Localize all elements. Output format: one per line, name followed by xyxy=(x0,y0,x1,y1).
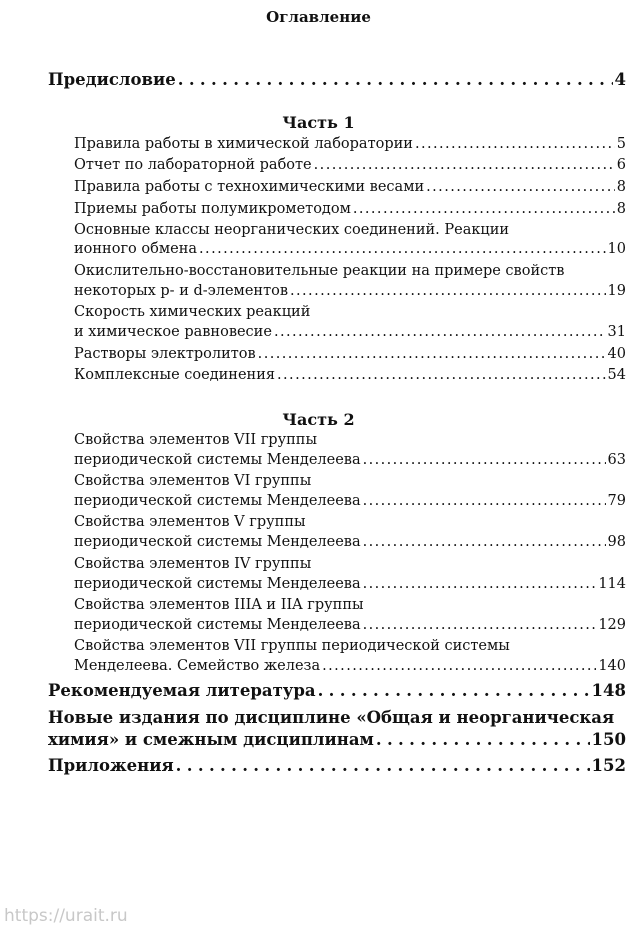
toc-entry-page: 63 xyxy=(607,452,626,468)
dot-leader xyxy=(290,285,606,300)
toc-entry-label: периодической системы Менделеева xyxy=(74,534,361,550)
toc-entry-label-line1: Новые издания по дисциплине «Общая и неорганическая xyxy=(48,708,615,727)
toc-entry[interactable] xyxy=(74,367,626,383)
toc-entry[interactable] xyxy=(74,576,626,592)
source-watermark: https://urait.ru xyxy=(4,906,128,926)
dot-leader xyxy=(176,759,590,776)
toc-entry[interactable] xyxy=(74,324,626,340)
toc-entry-literature[interactable] xyxy=(48,681,626,700)
toc-entry-label: периодической системы Менделеева xyxy=(74,493,361,509)
part-2-heading: Часть 2 xyxy=(282,410,355,429)
toc-entry-page: 31 xyxy=(607,324,626,340)
toc-entry-label: ионного обмена xyxy=(74,241,198,257)
toc-entry-page: 40 xyxy=(607,346,626,362)
dot-leader xyxy=(178,73,613,90)
toc-entry-label-line1: Окислительно-восстановительные реакции на примере свойств xyxy=(74,263,565,279)
toc-entry-label-line1: Основные классы неорганических соединений. Реакции xyxy=(74,222,510,238)
toc-entry-label: Рекомендуемая литература xyxy=(48,681,316,700)
toc-entry-label: Растворы электролитов xyxy=(74,346,256,362)
toc-entry[interactable] xyxy=(74,241,626,257)
toc-entry-label: Комплексные соединения xyxy=(74,367,276,383)
dot-leader xyxy=(199,243,606,258)
toc-entry-new-editions[interactable] xyxy=(48,730,626,749)
toc-entry[interactable] xyxy=(74,534,626,550)
toc-entry[interactable] xyxy=(74,157,626,173)
dot-leader xyxy=(426,181,615,196)
toc-entry[interactable] xyxy=(74,136,626,152)
toc-entry-label: Приложения xyxy=(48,756,174,775)
toc-entry-page: 140 xyxy=(598,658,626,674)
toc-entry-label-line1: Свойства элементов V группы xyxy=(74,514,306,530)
dot-leader xyxy=(363,536,606,551)
toc-entry-preface[interactable] xyxy=(48,70,626,89)
toc-entry-label: периодической системы Менделеева xyxy=(74,617,361,633)
toc-entry-label-line1: Свойства элементов VII группы периодической системы xyxy=(74,638,510,654)
toc-entry-page: 150 xyxy=(591,730,626,749)
dot-leader xyxy=(363,619,597,634)
dot-leader xyxy=(363,578,597,593)
part-1-heading: Часть 1 xyxy=(282,113,355,132)
toc-entry-page: 114 xyxy=(598,576,626,592)
toc-entry-label-line1: Свойства элементов IIIA и IIA группы xyxy=(74,597,364,613)
toc-entry-label-line1: Свойства элементов VI группы xyxy=(74,473,312,489)
toc-entry-appendix[interactable] xyxy=(48,756,626,775)
toc-entry-label: Правила работы в химической лаборатории xyxy=(74,136,413,152)
toc-entry-label: и химическое равновесие xyxy=(74,324,272,340)
dot-leader xyxy=(415,138,615,153)
dot-leader xyxy=(353,203,615,218)
dot-leader xyxy=(277,369,606,384)
toc-entry-label: Правила работы с технохимическими весами xyxy=(74,179,425,195)
toc-entry-label-line1: Свойства элементов VII группы xyxy=(74,432,317,448)
toc-entry-page: 152 xyxy=(591,756,626,775)
toc-entry[interactable] xyxy=(74,658,626,674)
toc-entry-page: 4 xyxy=(614,70,626,89)
toc-entry-label: периодической системы Менделеева xyxy=(74,576,361,592)
dot-leader xyxy=(274,326,606,341)
toc-entry-label: Менделеева. Семейство железа xyxy=(74,658,321,674)
toc-entry[interactable] xyxy=(74,346,626,362)
dot-leader xyxy=(318,684,590,701)
toc-entry-page: 10 xyxy=(607,241,626,257)
toc-entry-label: Предисловие xyxy=(48,70,176,89)
toc-entry[interactable] xyxy=(74,452,626,468)
toc-entry-page: 129 xyxy=(598,617,626,633)
dot-leader xyxy=(322,660,596,675)
toc-entry-page: 8 xyxy=(616,179,626,195)
toc-entry-label: некоторых p- и d-элементов xyxy=(74,283,288,299)
dot-leader xyxy=(363,454,606,469)
toc-entry[interactable] xyxy=(74,493,626,509)
toc-entry-label: химия» и смежным дисциплинам xyxy=(48,730,374,749)
toc-entry[interactable] xyxy=(74,201,626,217)
page-title: Оглавление xyxy=(266,8,371,26)
toc-entry-page: 8 xyxy=(616,201,626,217)
toc-entry[interactable] xyxy=(74,179,626,195)
toc-entry-label: периодической системы Менделеева xyxy=(74,452,361,468)
toc-entry[interactable] xyxy=(74,617,626,633)
toc-entry-page: 79 xyxy=(607,493,626,509)
toc-entry-label: Отчет по лабораторной работе xyxy=(74,157,312,173)
dot-leader xyxy=(258,348,606,363)
toc-entry-page: 98 xyxy=(607,534,626,550)
toc-entry-page: 6 xyxy=(616,157,626,173)
toc-entry-label-line1: Скорость химических реакций xyxy=(74,304,311,320)
toc-entry-page: 148 xyxy=(591,681,626,700)
dot-leader xyxy=(314,159,615,174)
toc-entry[interactable] xyxy=(74,283,626,299)
toc-entry-page: 5 xyxy=(616,136,626,152)
dot-leader xyxy=(363,495,606,510)
toc-entry-page: 54 xyxy=(607,367,626,383)
toc-entry-page: 19 xyxy=(607,283,626,299)
toc-entry-label-line1: Свойства элементов IV группы xyxy=(74,556,312,572)
dot-leader xyxy=(376,733,590,750)
toc-entry-label: Приемы работы полумикрометодом xyxy=(74,201,351,217)
